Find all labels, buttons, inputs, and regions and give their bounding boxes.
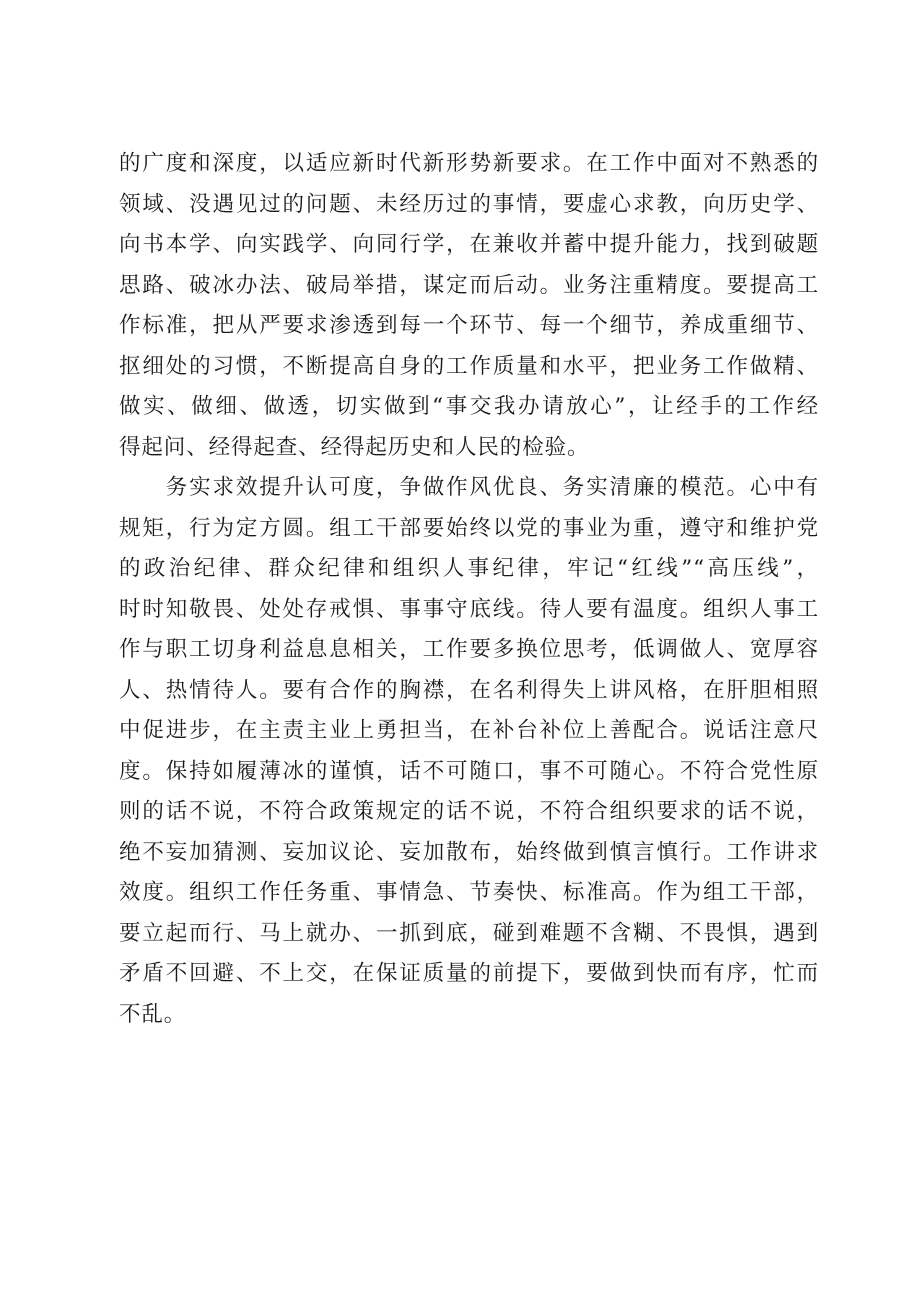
- text-line: 要立起而行、马上就办、一抓到底，碰到难题不含糊、不畏惧，遇到: [119, 920, 819, 946]
- text-line: 度。保持如履薄冰的谨慎，话不可随口，事不可随心。不符合党性原: [119, 758, 819, 784]
- text-line: 不乱。: [119, 1001, 187, 1027]
- text-line: 规矩，行为定方圆。组工干部要始终以党的事业为重，遵守和维护党: [119, 515, 819, 541]
- text-line: 做实、做细、做透，切实做到“事交我办请放心”，让经手的工作经: [119, 394, 819, 419]
- text-line: 时时知敬畏、处处存戒惧、事事守底线。待人要有温度。组织人事工: [119, 596, 819, 622]
- text-line: 则的话不说，不符合政策规定的话不说，不符合组织要求的话不说，: [119, 799, 819, 824]
- text-line: 的政治纪律、群众纪律和组织人事纪律，牢记“红线”“高压线”，: [119, 556, 819, 581]
- text-line: 效度。组织工作任务重、事情急、节奏快、标准高。作为组工干部，: [119, 880, 819, 905]
- text-line: 矛盾不回避、不上交，在保证质量的前提下，要做到快而有序，忙而: [119, 961, 819, 986]
- text-line: 中促进步，在主责主业上勇担当，在补台补位上善配合。说话注意尺: [119, 718, 819, 743]
- text-line: 向书本学、向实践学、向同行学，在兼收并蓄中提升能力，找到破题: [119, 232, 819, 257]
- text-line: 绝不妄加猜测、妄加议论、妄加散布，始终做到慎言慎行。工作讲求: [119, 839, 819, 865]
- paragraph-2: [119, 468, 819, 1035]
- text-line: 得起问、经得起查、经得起历史和人民的检验。: [119, 434, 590, 460]
- text-line: 抠细处的习惯，不断提高自身的工作质量和水平，把业务工作做精、: [119, 353, 819, 379]
- text-line: 作标准，把从严要求渗透到每一个环节、每一个细节，养成重细节、: [119, 313, 819, 338]
- text-line: 作与职工切身利益息息相关，工作要多换位思考，低调做人、宽厚容: [119, 637, 819, 662]
- text-line: 务实求效提升认可度，争做作风优良、务实清廉的模范。心中有: [119, 475, 819, 500]
- document-body: [119, 144, 819, 1035]
- text-line: 人、热情待人。要有合作的胸襟，在名利得失上讲风格，在肝胆相照: [119, 677, 819, 703]
- text-line: 领域、没遇见过的问题、未经历过的事情，要虚心求教，向历史学、: [119, 191, 819, 217]
- paragraph-1: [119, 144, 819, 468]
- text-line: 的广度和深度，以适应新时代新形势新要求。在工作中面对不熟悉的: [119, 151, 819, 176]
- text-line: 思路、破冰办法、破局举措，谋定而后动。业务注重精度。要提高工: [119, 272, 819, 298]
